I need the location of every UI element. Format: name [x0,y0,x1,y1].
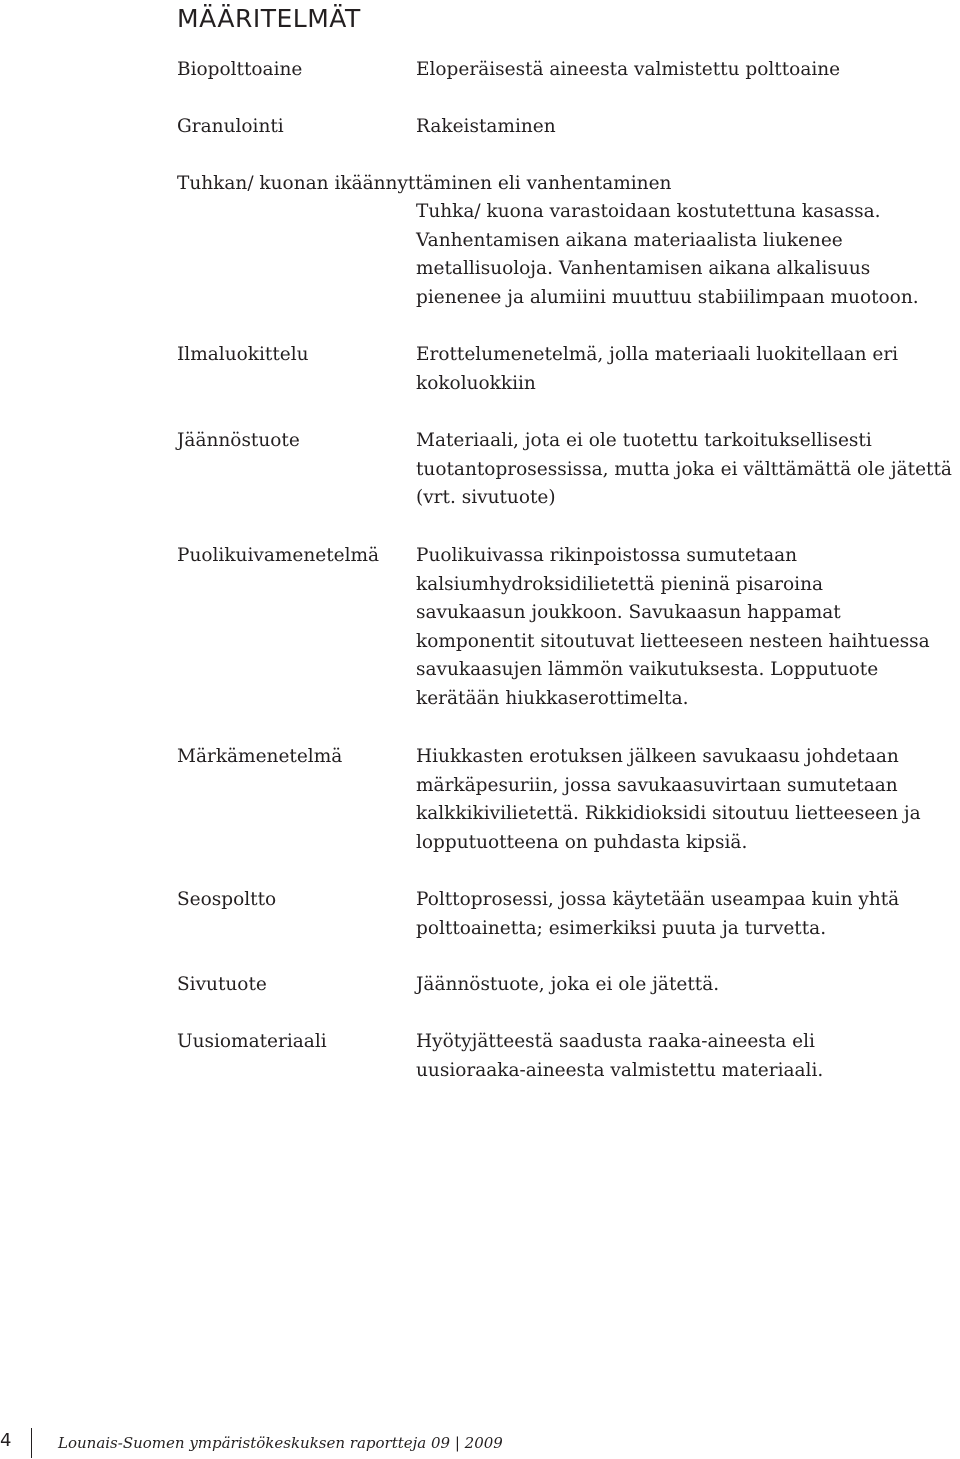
definition-line: Hyötyjätteestä saadusta raaka-aineesta eli [416,1031,815,1052]
definition-line: Puolikuivassa rikinpoistossa sumutetaan [416,545,798,566]
definition-line: kalsiumhydroksidilietettä pieninä pisaroina [416,573,824,595]
definition-line: Hiukkasten erotuksen jälkeen savukaasu johdetaan [416,746,899,767]
definition-line: uusioraaka-aineesta valmistettu materiaali. [416,1059,824,1081]
term-ilmaluokittelu: Ilmaluokittelu [177,344,309,365]
definition-line: kerätään hiukkaserottimelta. [416,687,689,709]
definition-line: märkäpesuriin, jossa savukaasuvirtaan sumutetaan [416,774,898,796]
definition-tuhkan-vanhentaminen [416,198,919,312]
definition-markamenetelma [416,743,921,857]
definition-ilmaluokittelu [416,341,898,398]
definition-line: komponentit sitoutuvat lietteeseen nesteen haihtuessa [416,630,930,652]
definition-line: Eloperäisestä aineesta valmistettu polttoaine [416,59,841,80]
definition-line: (vrt. sivutuote) [416,487,556,509]
definition-line: Materiaali, jota ei ole tuotettu tarkoituksellisesti [416,430,872,451]
definition-line: savukaasujen lämmön vaikutuksesta. Lopputuote [416,659,879,681]
term-markamenetelma: Märkämenetelmä [177,746,343,767]
definition-line: metallisuoloja. Vanhentamisen aikana alkalisuus [416,258,871,280]
definition-seospoltto [416,886,899,943]
definition-line: pienenee ja alumiini muuttuu stabiilimpaan muotoon. [416,286,919,308]
page-heading: MÄÄRITELMÄT [177,4,361,33]
definition-line: savukaasun joukkoon. Savukaasun happamat [416,602,841,624]
definition-jaannostuote [416,427,952,513]
definition-line: kokoluokkiin [416,372,536,394]
definition-biopolttoaine [416,56,840,85]
definition-granulointi [416,113,556,142]
term-uusiomateriaali: Uusiomateriaali [177,1031,327,1052]
term-tuhkan-vanhentaminen: Tuhkan/ kuonan ikäännyttäminen eli vanhentaminen [177,173,672,194]
definition-line: Rakeistaminen [416,116,556,137]
definition-line: Polttoprosessi, jossa käytetään useampaa kuin yhtä [416,889,900,910]
definition-line: Tuhka/ kuona varastoidaan kostutettuna kasassa. [416,201,881,222]
term-granulointi: Granulointi [177,116,284,137]
term-puolikuivamenetelma: Puolikuivamenetelmä [177,545,380,566]
definition-line: Vanhentamisen aikana materiaalista liukenee [416,229,843,251]
footer-divider [31,1428,32,1458]
definition-line: kalkkikivilietettä. Rikkidioksidi sitoutuu lietteeseen ja [416,803,921,825]
definition-line: lopputuotteena on puhdasta kipsiä. [416,831,748,853]
term-biopolttoaine: Biopolttoaine [177,59,303,80]
term-seospoltto: Seospoltto [177,889,277,910]
definition-uusiomateriaali [416,1028,823,1085]
definition-sivutuote [416,971,719,1000]
definition-puolikuivamenetelma [416,542,930,714]
definition-line: Erottelumenetelmä, jolla materiaali luokitellaan eri [416,344,899,365]
term-jaannostuote: Jäännöstuote [177,430,300,451]
definition-line: Jäännöstuote, joka ei ole jätettä. [416,974,720,995]
definition-line: polttoainetta; esimerkiksi puuta ja turvetta. [416,917,827,939]
footer-publication: Lounais-Suomen ympäristökeskuksen raportteja 09 | 2009 [58,1434,503,1452]
page-number: 4 [0,1430,12,1451]
definition-line: tuotantoprosessissa, mutta joka ei välttämättä ole jätettä [416,458,952,480]
term-sivutuote: Sivutuote [177,974,267,995]
